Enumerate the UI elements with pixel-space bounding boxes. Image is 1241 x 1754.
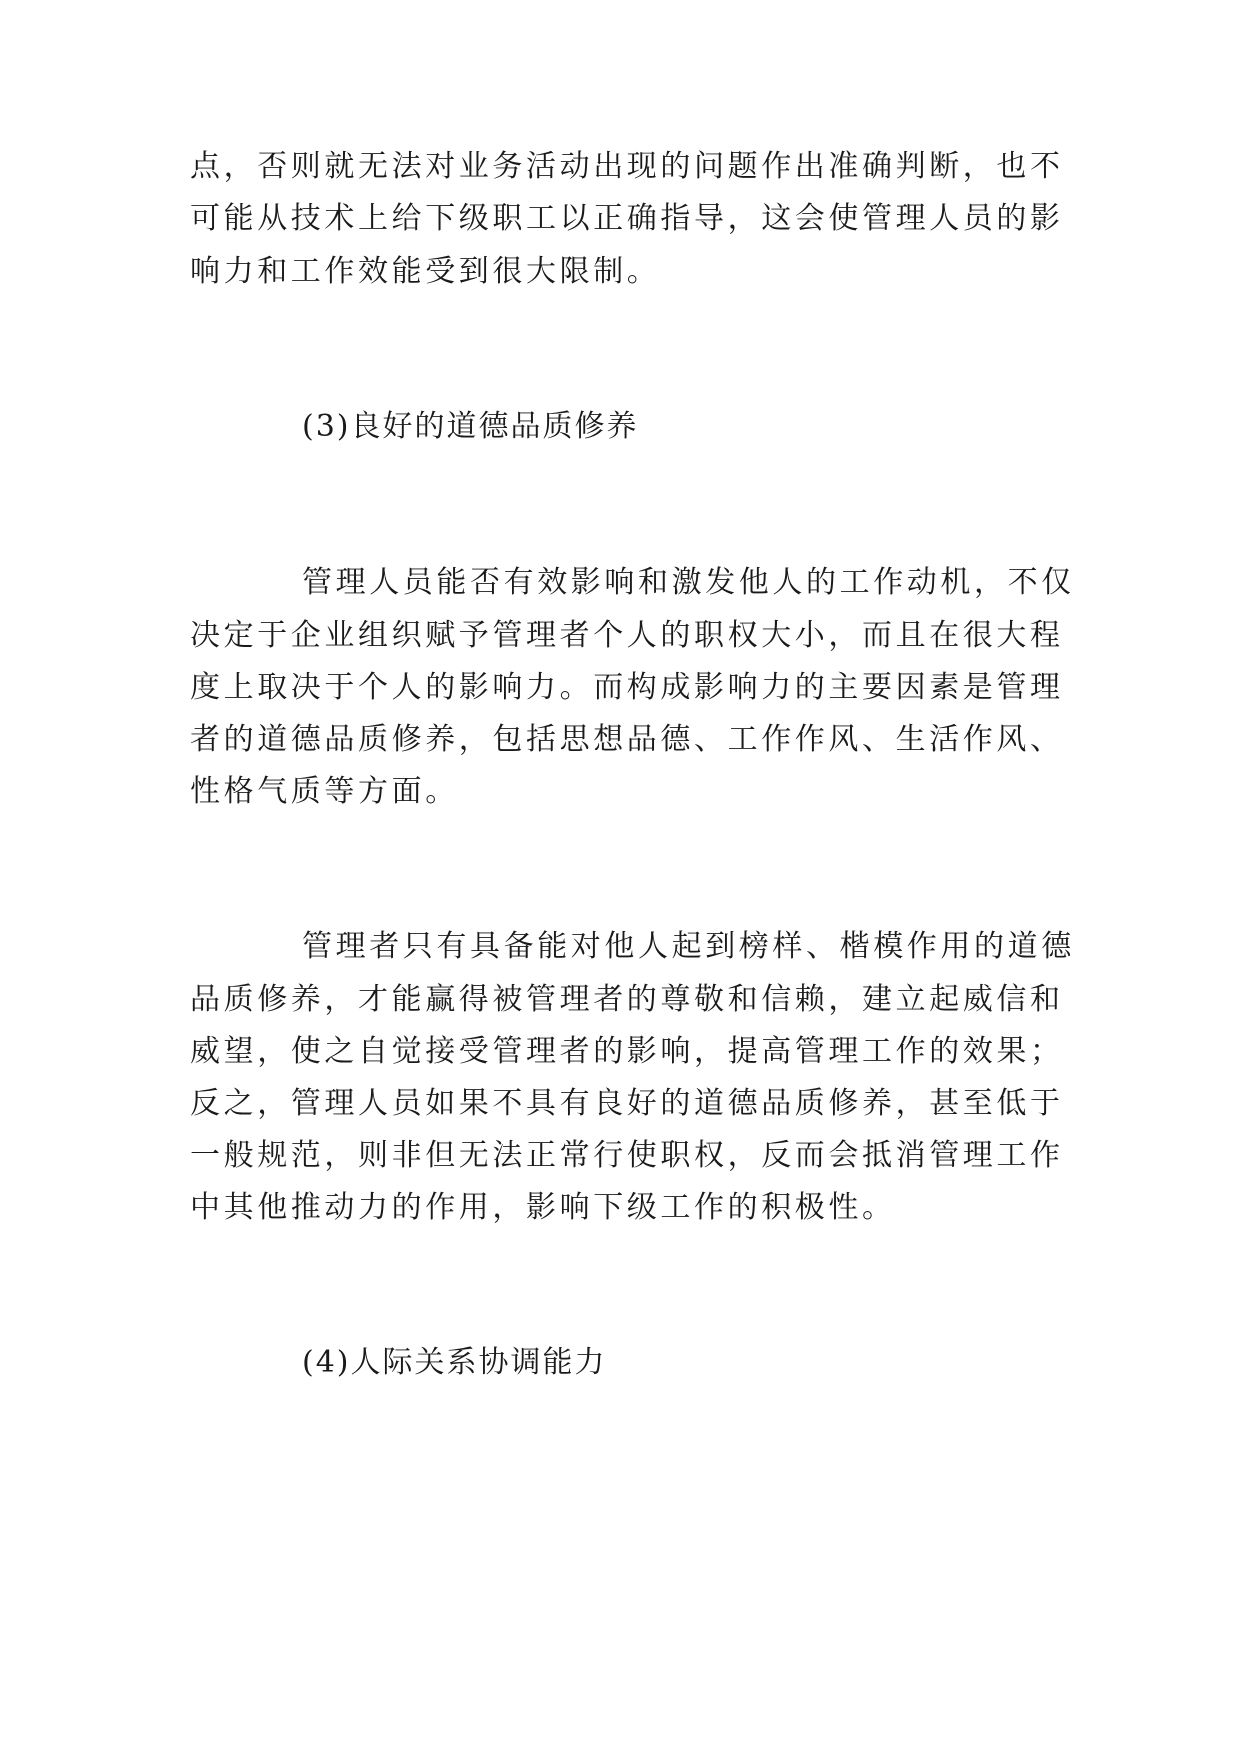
text-line: 响力和工作效能受到很大限制。 bbox=[190, 254, 661, 289]
text-line: 度上取决于个人的影响力。而构成影响力的主要因素是管理 bbox=[190, 670, 1064, 705]
text-line: 一般规范，则非但无法正常行使职权，反而会抵消管理工作 bbox=[190, 1138, 1064, 1173]
text-line: 点，否则就无法对业务活动出现的问题作出准确判断，也不 bbox=[190, 149, 1064, 184]
text-line: 中其他推动力的作用，影响下级工作的积极性。 bbox=[190, 1190, 896, 1225]
section-heading-4: (4)人际关系协调能力 bbox=[302, 1345, 607, 1380]
section-heading-3: (3)良好的道德品质修养 bbox=[302, 409, 639, 444]
text-line: 管理人员能否有效影响和激发他人的工作动机，不仅 bbox=[302, 565, 1075, 600]
text-line: 者的道德品质修养，包括思想品德、工作作风、生活作风、 bbox=[190, 722, 1064, 757]
text-line: 反之，管理人员如果不具有良好的道德品质修养，甚至低于 bbox=[190, 1086, 1064, 1121]
text-line: 管理者只有具备能对他人起到榜样、楷模作用的道德 bbox=[302, 929, 1075, 964]
text-line: 品质修养，才能赢得被管理者的尊敬和信赖，建立起威信和 bbox=[190, 982, 1064, 1017]
text-line: 决定于企业组织赋予管理者个人的职权大小，而且在很大程 bbox=[190, 618, 1064, 653]
text-line: 可能从技术上给下级职工以正确指导，这会使管理人员的影 bbox=[190, 201, 1064, 236]
text-line: 性格气质等方面。 bbox=[190, 774, 459, 809]
text-line: 威望，使之自觉接受管理者的影响，提高管理工作的效果； bbox=[190, 1034, 1064, 1069]
